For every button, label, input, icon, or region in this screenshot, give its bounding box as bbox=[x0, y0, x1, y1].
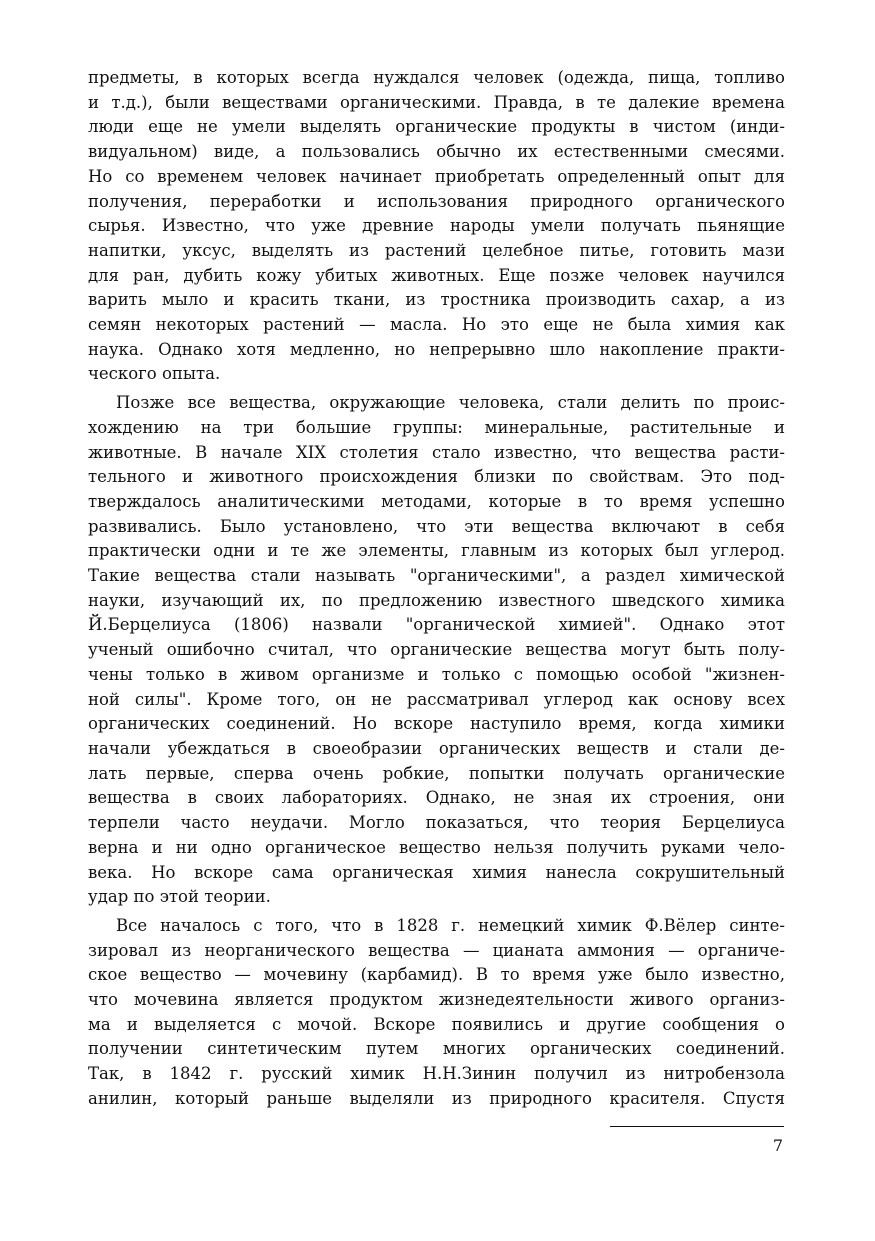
text-line: чены только в живом организме и только с помощью особой "жизнен- bbox=[88, 664, 785, 684]
text-line: что мочевина является продуктом жизнедеятельности живого организ- bbox=[88, 990, 785, 1010]
text-line: предметы, в которых всегда нуждался человек (одежда, пища, топливо bbox=[88, 68, 785, 87]
page-number: 7 bbox=[772, 1136, 783, 1155]
text-line: развивались. Было установлено, что эти вещества включают в себя bbox=[88, 516, 785, 536]
text-line: Позже все вещества, окружающие человека, стали делить по проис- bbox=[116, 393, 785, 413]
text-line: Но со временем человек начинает приобретать определенный опыт для bbox=[88, 166, 785, 186]
text-line: Так, в 1842 г. русский химик Н.Н.Зинин получил из нитробензола bbox=[88, 1064, 785, 1084]
text-line: века. Но вскоре сама органическая химия нанесла сокрушительный bbox=[88, 862, 785, 882]
footer-rule bbox=[610, 1126, 784, 1127]
paragraph-3 bbox=[88, 914, 785, 1112]
text-line: анилин, который раньше выделяли из природного красителя. Спустя bbox=[88, 1088, 785, 1108]
text-line: верна и ни одно органическое вещество нельзя получить руками чело- bbox=[88, 837, 785, 857]
text-line: получения, переработки и использования природного органического bbox=[88, 191, 785, 211]
text-line: тверждалось аналитическими методами, которые в то время успешно bbox=[88, 491, 785, 511]
paragraph-2 bbox=[88, 391, 785, 910]
body-text bbox=[88, 66, 785, 1116]
text-line: наука. Однако хотя медленно, но непрерывно шло накопление практи- bbox=[88, 339, 785, 359]
text-line: органических соединений. Но вскоре наступило время, когда химики bbox=[88, 714, 785, 734]
text-line: науки, изучающий их, по предложению известного шведского химика bbox=[88, 590, 785, 610]
text-line: ческого опыта. bbox=[88, 364, 221, 384]
text-line: удар по этой теории. bbox=[88, 887, 271, 907]
text-line: ма и выделяется с мочой. Вскоре появились и другие сообщения о bbox=[88, 1014, 785, 1034]
paragraph-1 bbox=[88, 66, 785, 387]
text-line: начали убеждаться в своеобразии органических веществ и стали де- bbox=[88, 738, 785, 758]
text-line: Й.Берцелиуса (1806) назвали "органической химией". Однако этот bbox=[88, 615, 785, 635]
text-line: хождению на три большие группы: минеральные, растительные и bbox=[88, 417, 785, 437]
text-line: напитки, уксус, выделять из растений целебное питье, готовить мази bbox=[88, 240, 785, 260]
text-line: Такие вещества стали называть "органическими", а раздел химической bbox=[88, 566, 785, 586]
text-line: животные. В начале XIX столетия стало известно, что вещества расти- bbox=[88, 442, 785, 462]
text-line: Все началось с того, что в 1828 г. немецкий химик Ф.Вёлер синте- bbox=[116, 915, 785, 935]
text-line: для ран, дубить кожу убитых животных. Еще позже человек научился bbox=[88, 265, 785, 285]
text-line: и т.д.), были веществами органическими. Правда, в те далекие времена bbox=[88, 92, 785, 112]
text-line: терпели часто неудачи. Могло показаться, что теория Берцелиуса bbox=[88, 813, 785, 833]
text-line: видуальном) виде, а пользовались обычно их естественными смесями. bbox=[88, 142, 785, 162]
text-line: ной силы". Кроме того, он не рассматривал углерод как основу всех bbox=[88, 689, 785, 709]
text-line: получении синтетическим путем многих органических соединений. bbox=[88, 1039, 785, 1059]
text-line: сырья. Известно, что уже древние народы умели получать пьянящие bbox=[88, 216, 785, 236]
text-line: лать первые, сперва очень робкие, попытки получать органические bbox=[88, 763, 785, 783]
text-line: тельного и животного происхождения близки по свойствам. Это под- bbox=[88, 467, 785, 487]
text-line: люди еще не умели выделять органические продукты в чистом (инди- bbox=[88, 117, 785, 137]
text-line: ученый ошибочно считал, что органические вещества могут быть полу- bbox=[88, 640, 785, 660]
text-line: практически одни и те же элементы, главным из которых был углерод. bbox=[88, 541, 785, 561]
text-line: семян некоторых растений — масла. Но это еще не была химия как bbox=[88, 315, 785, 335]
text-line: зировал из неорганического вещества — цианата аммония — органиче- bbox=[88, 940, 785, 960]
text-line: вещества в своих лабораториях. Однако, не зная их строения, они bbox=[88, 788, 785, 808]
text-line: варить мыло и красить ткани, из тростника производить сахар, а из bbox=[88, 290, 785, 310]
text-line: ское вещество — мочевину (карбамид). В то время уже было известно, bbox=[88, 965, 785, 985]
